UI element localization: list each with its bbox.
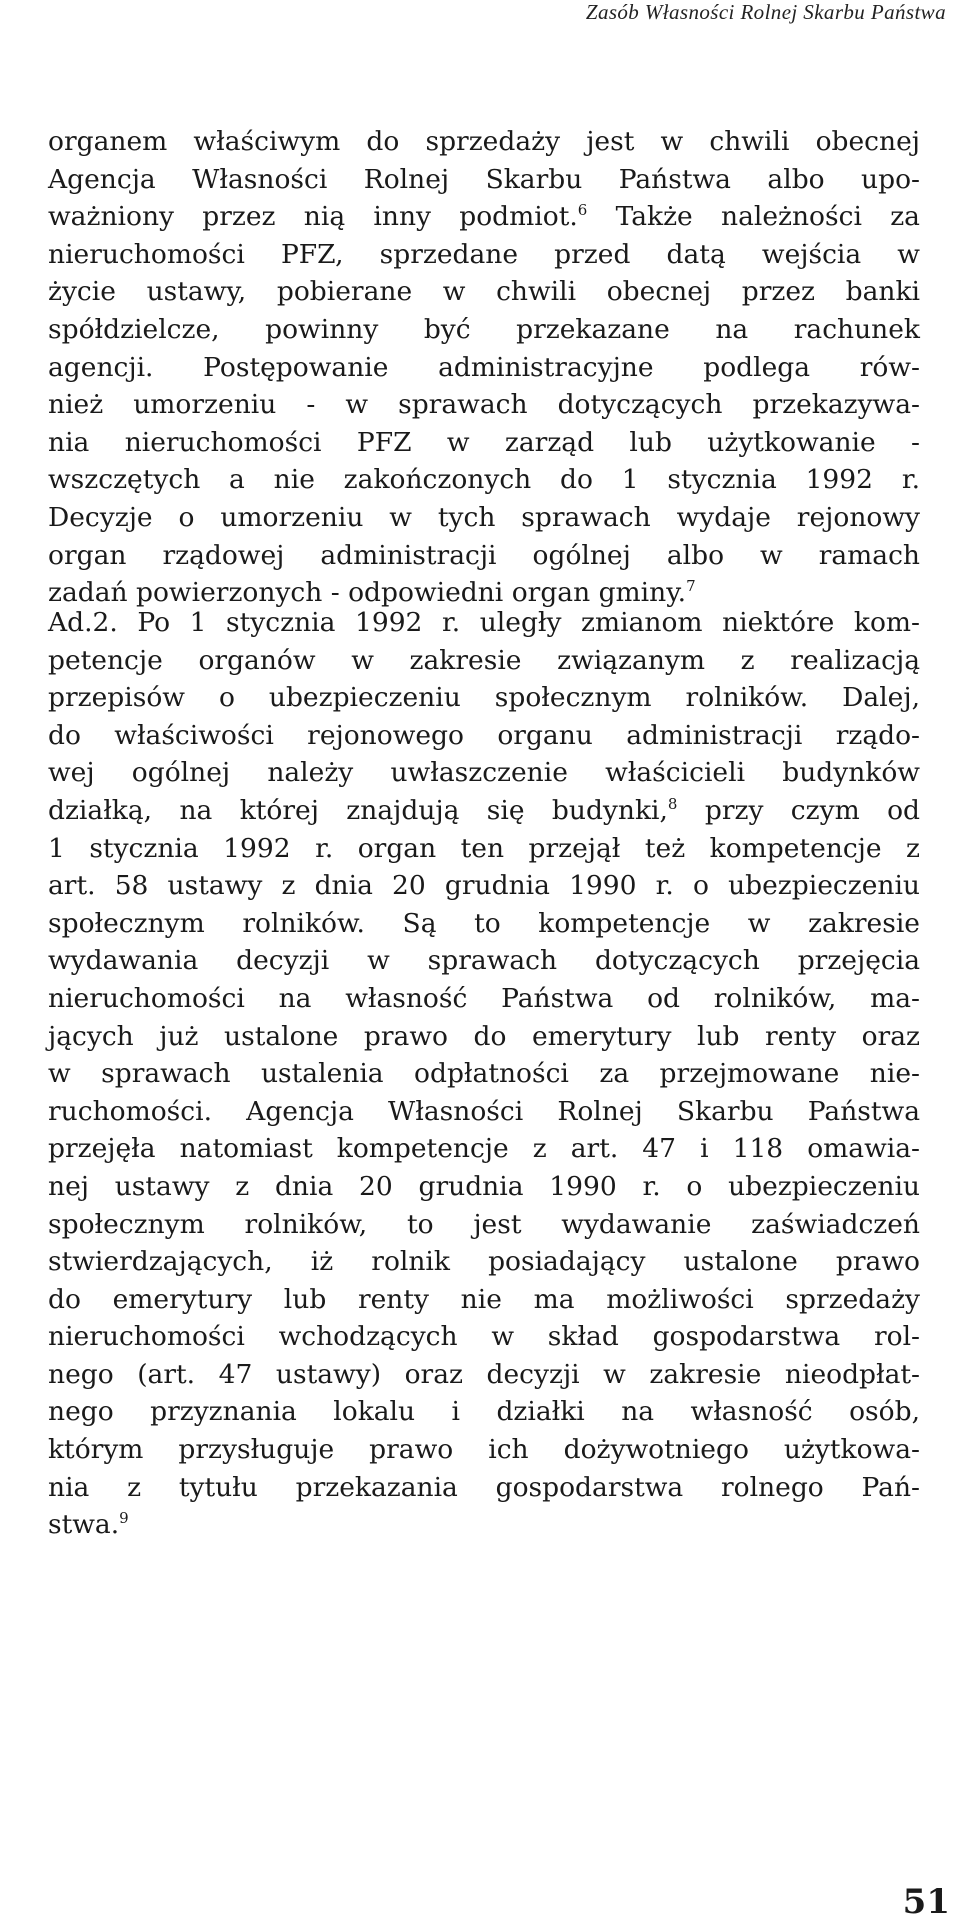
text-line: przepisów o ubezpieczeniu społecznym rolników. Dalej, <box>48 682 920 714</box>
text-line: wej ogólnej należy uwłaszczenie właścicieli budynków <box>48 757 920 789</box>
text-line <box>48 792 920 830</box>
text-line: nego (art. 47 ustawy) oraz decyzji w zakresie nieodpłat- <box>48 1358 920 1390</box>
text-line: nieruchomości PFZ, sprzedane przed datą wejścia w <box>48 238 920 270</box>
text-line: społecznym rolników, to jest wydawanie zaświadczeń <box>48 1208 920 1240</box>
text-line: agencji. Postępowanie administracyjne podlega rów- <box>48 351 920 383</box>
text-line: organem właściwym do sprzedaży jest w chwili obecnej <box>48 126 920 157</box>
text-line: organ rządowej administracji ogólnej albo w ramach <box>48 539 920 571</box>
text-line: wydawania decyzji w sprawach dotyczących przejęcia <box>48 945 920 977</box>
running-head: Zasób Własności Rolnej Skarbu Państwa <box>585 0 946 24</box>
paragraph-1 <box>48 123 920 612</box>
footnote-ref-7[interactable]: 7 <box>686 577 696 596</box>
footnote-ref-6[interactable]: 6 <box>577 201 588 220</box>
text-segment: stwa. <box>48 1509 120 1541</box>
text-segment: przy czym od <box>704 794 921 826</box>
text-line: nia z tytułu przekazania gospodarstwa rolnego Pań- <box>48 1471 920 1503</box>
text-line: którym przysługuje prawo ich dożywotniego użytkowa- <box>48 1434 920 1466</box>
text-line: nej ustawy z dnia 20 grudnia 1990 r. o ubezpieczeniu <box>48 1170 920 1202</box>
text-line: Ad.2. Po 1 stycznia 1992 r. uległy zmianom niektóre kom- <box>48 607 920 638</box>
paragraph-2 <box>48 604 920 1544</box>
footnote-ref-8[interactable]: 8 <box>667 794 678 813</box>
text-line: art. 58 ustawy z dnia 20 grudnia 1990 r. o ubezpieczeniu <box>48 870 920 902</box>
text-line <box>48 198 920 236</box>
text-line: nego przyznania lokalu i działki na własność osób, <box>48 1396 920 1428</box>
text-line: stwierdzających, iż rolnik posiadający ustalone prawo <box>48 1246 920 1278</box>
text-segment: ważniony przez nią inny podmiot. <box>48 201 578 233</box>
text-line: do emerytury lub renty nie ma możliwości sprzedaży <box>48 1283 920 1315</box>
text-line: jących już ustalone prawo do emerytury lub renty oraz <box>48 1020 920 1052</box>
text-segment: działką, na której znajdują się budynki, <box>48 794 668 826</box>
text-line: nieruchomości na własność Państwa od rolników, ma- <box>48 982 920 1014</box>
text-line: społecznym rolników. Są to kompetencje w zakresie <box>48 907 920 939</box>
text-line: w sprawach ustalenia odpłatności za przejmowane nie- <box>48 1058 920 1090</box>
text-line: nia nieruchomości PFZ w zarząd lub użytkowanie - <box>48 426 920 458</box>
text-line: nież umorzeniu - w sprawach dotyczących przekazywa- <box>48 389 920 421</box>
text-segment: Także należności za <box>615 201 920 233</box>
text-line: przejęła natomiast kompetencje z art. 47 i 118 omawia- <box>48 1133 920 1165</box>
text-line <box>48 1506 920 1544</box>
text-line: wszczętych a nie zakończonych do 1 stycznia 1992 r. <box>48 464 920 496</box>
text-line: petencje organów w zakresie związanym z realizacją <box>48 644 920 676</box>
text-line: 1 stycznia 1992 r. organ ten przejął też kompetencje z <box>48 832 920 864</box>
text-segment: zadań powierzonych - odpowiedni organ gminy. <box>48 577 687 609</box>
text-line: ruchomości. Agencja Własności Rolnej Skarbu Państwa <box>48 1095 920 1127</box>
text-line: do właściwości rejonowego organu administracji rządo- <box>48 719 920 751</box>
text-line: Agencja Własności Rolnej Skarbu Państwa albo upo- <box>48 163 920 195</box>
footnote-ref-9[interactable]: 9 <box>119 1509 129 1528</box>
text-line: Decyzje o umorzeniu w tych sprawach wydaje rejonowy <box>48 501 920 533</box>
text-line: spółdzielcze, powinny być przekazane na rachunek <box>48 313 920 345</box>
text-line: życie ustawy, pobierane w chwili obecnej przez banki <box>48 276 920 308</box>
text-line: nieruchomości wchodzących w skład gospodarstwa rol- <box>48 1321 920 1353</box>
page-number: 51 <box>902 1882 950 1922</box>
